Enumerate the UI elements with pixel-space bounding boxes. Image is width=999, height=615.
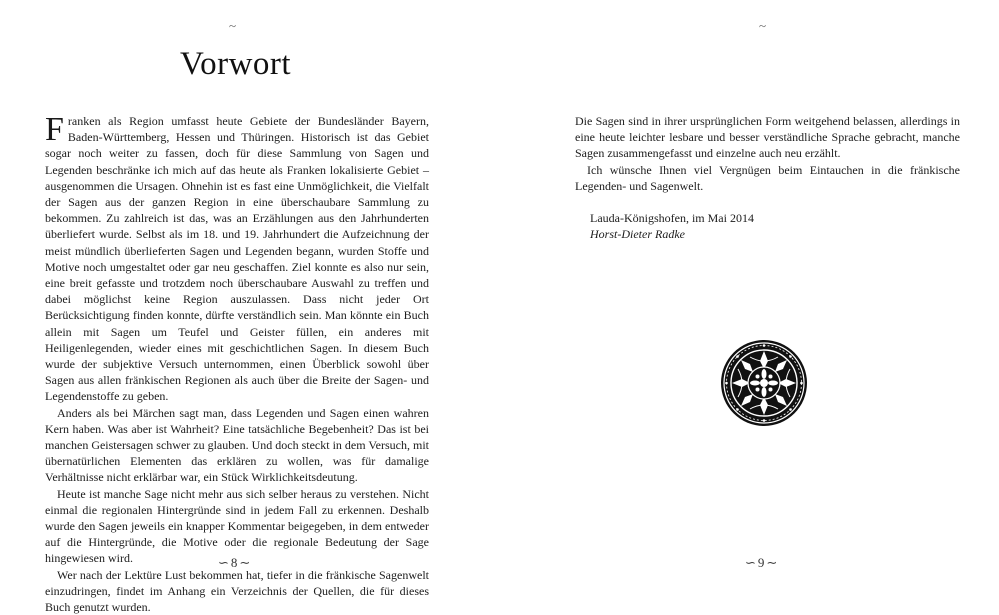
circular-rosette-ornament-icon [720,339,808,427]
signature-block [575,210,960,242]
paragraph: Ich wünsche Ihnen viel Vergnügen beim Eintauchen in die fränkische Legenden- und Sagenwelt. [575,162,960,193]
running-head-ornament: ~ [759,18,767,33]
body-text [45,113,429,615]
page-number [218,555,250,571]
running-head-ornament: ~ [229,18,237,33]
drop-cap: F [45,111,64,148]
chapter-title: Vorwort [180,46,292,82]
place-date: Lauda-Königshofen, im Mai 2014 [590,211,754,226]
body-text [575,113,960,242]
folio-flourish-right: ∼ [239,555,251,570]
folio-flourish-right: ∼ [766,555,778,570]
page-number [745,555,777,571]
page-number-value: 8 [230,555,238,570]
paragraph: Wer nach der Lektüre Lust bekommen hat, tiefer in die fränkische Sagenwelt einzudringen, findet im Anhang ein Verzeichnis der Quellen, die für dieses Buch genutzt wurden. [45,567,429,615]
paragraph: Franken als Region umfasst heute Gebiete der Bundesländer Bayern, Baden-Württemberg, Hessen und Thüringen. Historisch ist das Gebiet sogar noch weiter zu fassen, doch für diese Sammlung von Sagen und Legenden beschränke ich mich auf das heute als Franken lokalisierte Gebiet – ausgenommen die Ursagen. Ohnehin ist es fast eine Unmöglichkeit, die Vielfalt der Sagen aus der ganzen Region in eine überschaubare Sammlung zu bekommen. Zu zahlreich ist das, was an Erzählungen aus den Jahrhunderten überliefert wurde. Selbst als im 18. und 19. Jahrhundert die Aufzeichnung der meist mündlich überlieferten Sagen und Legenden begann, wurden Stoffe und Motive noch umgestaltet oder gar neu geschaffen. Ziel konnte es also nur sein, eine breit gefasste und trotzdem noch überschaubare Auswahl zu treffen und dabei möglichst keine Region auszulassen. Dass nicht jeder Ort Berücksichtigung finden konnte, dürfte verständlich sein. Man könnte ein Buch allein mit Sagen um Teufel und Geister füllen, ein anderes mit Heiligenlegenden, wieder eines mit geschichtlichen Sagen. In diesem Buch wurde der subjektive Versuch unternommen, einen Überblick sowohl über Sagen aus allen fränkischen Regionen als auch über die Breite der Sagen- und Legendenstoffe zu geben. [45,111,429,404]
paragraph: Anders als bei Märchen sagt man, dass Legenden und Sagen einen wahren Kern haben. Was aber ist Wahrheit? Eine tatsächliche Begebenheit? Das ist bei manchen Geistersagen schwer zu glauben. Und doch steckt in dem Versuch, mit übernatürlichen Elementen das erklären zu wollen, was für damalige Verhältnisse nicht erklärbar war, ein Stück Wirklichkeitsdeutung. [45,405,429,485]
right-page [500,0,999,600]
page-number-value: 9 [757,555,765,570]
folio-flourish-left: ∽ [745,555,756,570]
author-name: Horst-Dieter Radke [590,227,685,242]
paragraph: Heute ist manche Sage nicht mehr aus sich selber heraus zu verstehen. Nicht einmal die regionalen Hintergründe sind in jedem Fall zu erkennen. Deshalb wurde den Sagen jeweils ein knapper Kommentar beigegeben, in dem entweder auf die Hintergründe, die Motive oder die regionale Bedeutung der Sage hingewiesen wird. [45,486,429,566]
folio-flourish-left: ∽ [218,555,229,570]
paragraph: Die Sagen sind in ihrer ursprünglichen Form weitgehend belassen, allerdings in eine heute leichter lesbare und besser verständliche Sprache gebracht, manche Sagen zusammengefasst und einzelne auch neu erzählt. [575,114,960,161]
